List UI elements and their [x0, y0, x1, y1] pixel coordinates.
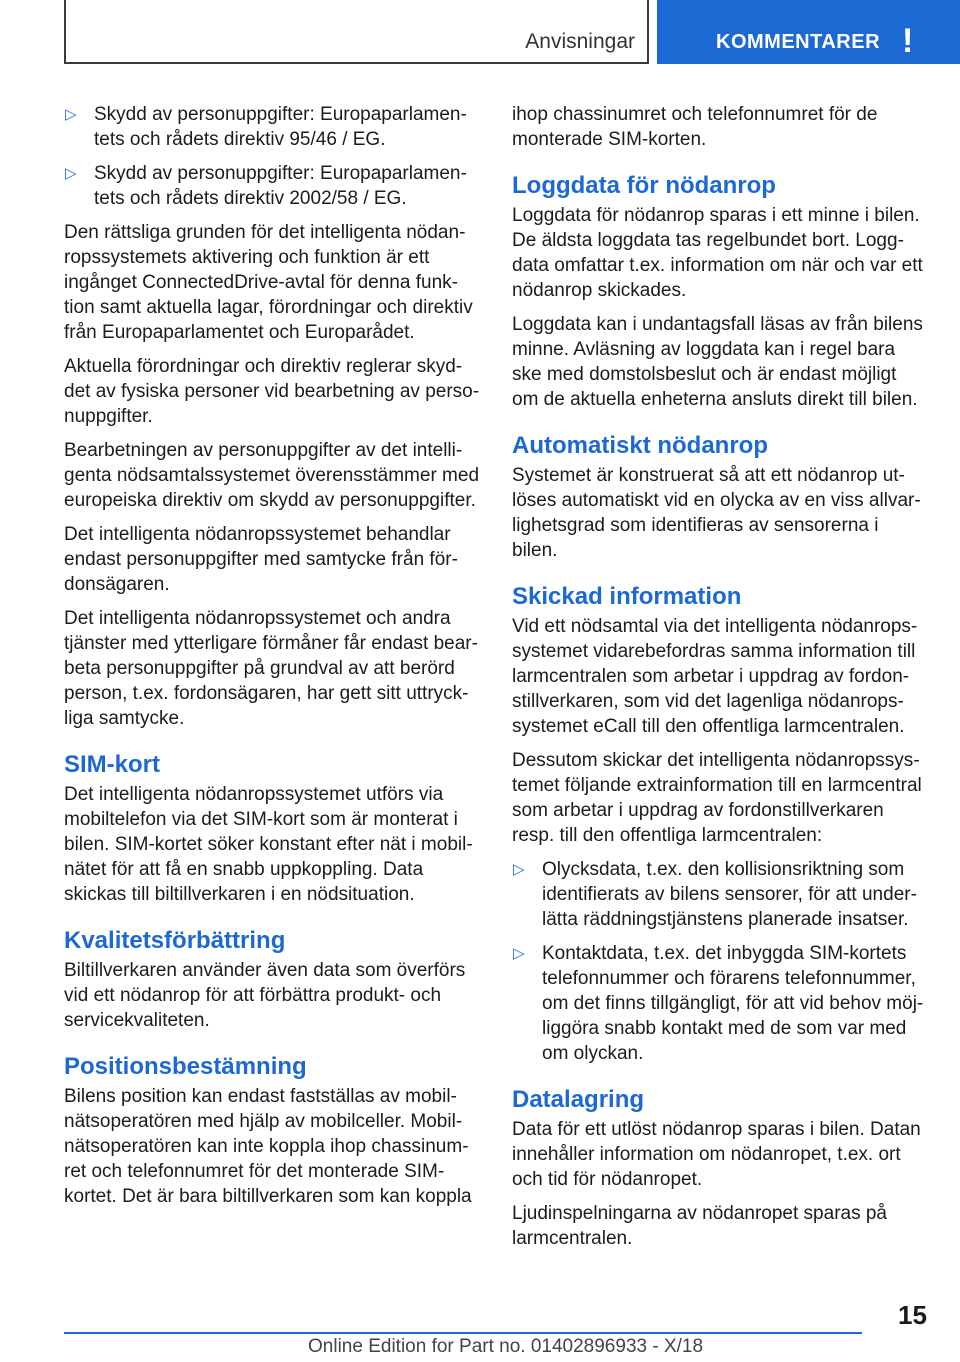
- bullet-triangle-icon: ▷: [513, 861, 525, 878]
- comments-label: KOMMENTARER: [716, 31, 881, 53]
- paragraph: Aktuella förordningar och direktiv reglerar skyddet av fysiska personer vid bearbetning av personuppgifter.: [64, 356, 480, 427]
- bullet-triangle-icon: ▷: [513, 945, 525, 962]
- bullet-triangle-icon: ▷: [65, 106, 77, 123]
- left-column: [64, 102, 480, 1218]
- list-item: [64, 102, 480, 152]
- footer-edition-text: Online Edition for Part no. 01402896933 - X/18: [308, 1336, 704, 1357]
- heading-automatiskt-nodanrop: Automatiskt nödanrop: [512, 432, 768, 459]
- paragraph: Det intelligenta nödanropssystemet och andra tjänster med ytterligare förmåner får endast bearbeta personuppgifter på grundval av att berörd person, t.ex. fordonsägaren, har gett sitt uttryckliga samtycke.: [64, 608, 478, 729]
- list-item: [512, 941, 928, 1066]
- paragraph: Loggdata för nödanrop sparas i ett minne i bilen. De äldsta loggdata tas regelbundet bort. Loggdata omfattar t.ex. information om när och var ett nödanrop skickades.: [512, 205, 923, 301]
- comments-tab[interactable]: [657, 0, 960, 64]
- heading-skickad-information: Skickad information: [512, 583, 742, 610]
- list-item-text: Skydd av personuppgifter: Europaparlamentets och rådets direktiv 2002/58 / EG.: [94, 163, 467, 209]
- heading-datalagring: Datalagring: [512, 1086, 645, 1113]
- paragraph: Systemet är konstruerat så att ett nödanrop utlöses automatiskt vid en olycka av en viss allvarlighetsgrad som identifieras av sensorerna i bilen.: [512, 465, 921, 561]
- list-item-text: Olycksdata, t.ex. den kollisionsriktning som identifierats av bilens sensorer, för att underlätta räddningstjänstens planerade insatser.: [542, 859, 917, 930]
- heading-sim-kort: SIM-kort: [64, 751, 160, 778]
- heading-kvalitetsforbattring: Kvalitetsförbättring: [64, 927, 286, 954]
- paragraph: Vid ett nödsamtal via det intelligenta nödanropssystemet vidarebefordras samma information till larmcentralen som arbetar i uppdrag av fordonstillverkaren, som vid det lagenliga nödanropssystemet eCall till den offentliga larmcentralen.: [512, 616, 918, 737]
- page-header: [0, 0, 960, 66]
- heading-positionsbestamning: Positionsbestämning: [64, 1053, 307, 1080]
- footer-divider: [64, 1332, 862, 1334]
- section-tab-label: Anvisningar: [525, 30, 635, 53]
- paragraph: Det intelligenta nödanropssystemet utförs via mobiltelefon via det SIM-kort som är monterat i bilen. SIM-kortet söker konstant efter nät i mobilnätet för att få en snabb uppkoppling. Data skickas till biltillverkaren i en nödsituation.: [64, 784, 473, 905]
- paragraph: Biltillverkaren använder även data som överförs vid ett nödanrop för att förbättra produkt- och servicekvaliteten.: [64, 960, 466, 1031]
- list-item: [64, 161, 480, 211]
- page-number: 15: [898, 1300, 927, 1330]
- paragraph: Den rättsliga grunden för det intelligenta nödanropssystemets aktivering och funktion är ett ingånget ConnectedDrive-avtal för denna funktion samt aktuella lagar, förordningar och direktiv från Europaparlamentet och Europarådet.: [64, 222, 473, 343]
- paragraph: ihop chassinumret och telefonnumret för de monterade SIM-korten.: [512, 104, 878, 150]
- exclamation-icon: !: [902, 22, 914, 60]
- paragraph: Loggdata kan i undantagsfall läsas av från bilens minne. Avläsning av loggdata kan i regel bara ske med domstolsbeslut och är endast möjligt om de aktuella enheterna ansluts direkt till bilen.: [512, 314, 923, 410]
- list-item: [512, 857, 928, 932]
- paragraph: Bearbetningen av personuppgifter av det intelligenta nödsamtalssystemet överensstämmer med europeiska direktiv om skydd av personuppgifter.: [64, 440, 480, 511]
- right-column: [512, 102, 928, 1260]
- paragraph: Ljudinspelningarna av nödanropet sparas på larmcentralen.: [512, 1203, 887, 1249]
- list-item-text: Kontaktdata, t.ex. det inbyggda SIM-kortets telefonnummer och förarens telefonnummer, om det finns tillgängligt, för att vid behov möjliggöra snabb kontakt med de som var med om olyckan.: [542, 943, 924, 1064]
- heading-loggdata: Loggdata för nödanrop: [512, 172, 776, 199]
- bullet-triangle-icon: ▷: [65, 165, 77, 182]
- paragraph: Det intelligenta nödanropssystemet behandlar endast personuppgifter med samtycke från fördonsägaren.: [64, 524, 458, 595]
- section-tab[interactable]: [64, 0, 649, 64]
- paragraph: Data för ett utlöst nödanrop sparas i bilen. Datan innehåller information om nödanropet, t.ex. ort och tid för nödanropet.: [512, 1119, 921, 1190]
- paragraph: Bilens position kan endast fastställas av mobilnätsoperatören med hjälp av mobilceller. Mobilnätsoperatören kan inte koppla ihop chassinumret och telefonnumret för det monterade SIM-kortet. Det är bara biltillverkaren som kan koppla: [64, 1086, 472, 1207]
- paragraph: Dessutom skickar det intelligenta nödanropssystemet följande extrainformation till en larmcentral som arbetar i uppdrag av fordonstillverkaren resp. till den offentliga larmcentralen:: [512, 750, 922, 846]
- list-item-text: Skydd av personuppgifter: Europaparlamentets och rådets direktiv 95/46 / EG.: [94, 104, 467, 150]
